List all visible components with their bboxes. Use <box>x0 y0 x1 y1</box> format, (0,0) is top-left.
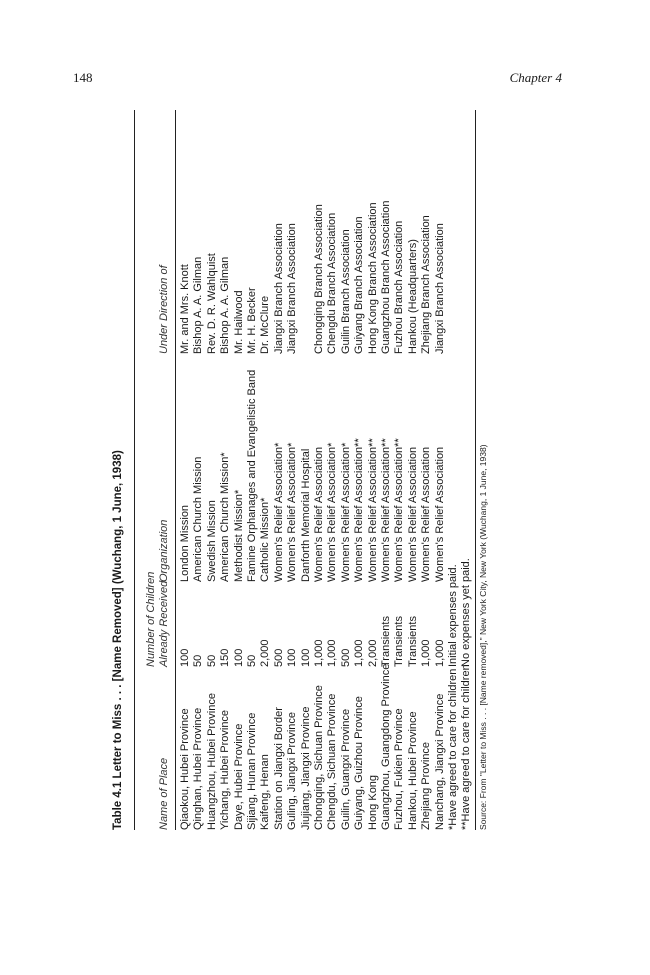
children-cell: 2,000 <box>259 639 272 667</box>
organization-cell: Women's Relief Association <box>433 446 446 582</box>
director-cell: Chongqing Branch Association <box>313 204 325 354</box>
organization-cell: Danforth Memorial Hospital <box>299 448 312 582</box>
place-cell: Station on Jiangxi Border <box>272 707 285 830</box>
table-row <box>218 110 232 830</box>
header-place: Name of Place <box>158 757 170 830</box>
children-cell: 1,000 <box>420 639 433 667</box>
organization-cell: American Church Mission <box>192 456 205 582</box>
children-cell: 500 <box>272 648 285 667</box>
header-children-line1: Number of Children <box>145 571 157 667</box>
place-cell: Hankou, Hubei Province <box>406 711 419 830</box>
note-label: *Have agreed to care for children <box>447 668 459 830</box>
place-cell: Chengdu, Sichuan Province <box>326 693 339 830</box>
director-cell: Mr. and Mrs. Knott <box>179 264 191 354</box>
director-cell: Guangzhou Branch Association <box>380 200 392 354</box>
director-cell: Bishop A. A. Gilman <box>219 256 232 354</box>
place-cell: Guling, Jiangxi Province <box>286 711 299 830</box>
organization-cell: Women's Relief Association <box>406 446 419 582</box>
director-cell: Jiangxi Branch Association <box>272 223 285 354</box>
organization-cell: Swedish Mission <box>205 500 218 582</box>
children-cell: 1,000 <box>326 639 339 667</box>
place-cell: Sijiang, Hunan Province <box>246 712 258 830</box>
top-rule <box>134 110 135 830</box>
director-cell: Jiangxi Branch Association <box>286 223 299 354</box>
place-cell: Hong Kong <box>366 774 379 830</box>
director-cell: Guiyang Branch Association <box>353 216 366 354</box>
director-cell: Mr. Hailwood <box>232 290 245 354</box>
organization-cell: Women's Relief Association** <box>380 438 392 582</box>
director-cell: Bishop A. A. Gilman <box>192 256 205 354</box>
children-cell: 100 <box>299 648 312 667</box>
table-row <box>433 110 447 830</box>
director-cell: Zhejiang Branch Association <box>420 215 433 354</box>
table-row <box>379 110 393 830</box>
note-row <box>446 110 460 830</box>
children-cell: 100 <box>286 648 299 667</box>
table-row <box>339 110 353 830</box>
organization-cell: London Mission <box>179 504 191 582</box>
table-row <box>245 110 259 830</box>
children-cell: 1,000 <box>353 639 366 667</box>
organization-cell: Women's Relief Association* <box>286 442 299 582</box>
page-number: 148 <box>73 70 93 85</box>
note-row <box>459 110 473 830</box>
table-source: Source: From "Letter to Miss . . . [Name removed]," New York City, New York (Wuchang, 1 June, 1938) <box>477 444 488 830</box>
place-cell: Kaifeng, Henan <box>259 754 272 830</box>
organization-cell: Women's Relief Association* <box>339 442 352 582</box>
place-cell: Nanchang, Jiangxi Province <box>433 693 446 830</box>
director-cell: Dr. McClure <box>259 295 272 354</box>
children-cell: Transients <box>380 616 392 667</box>
header-direction: Under Direction of <box>158 265 170 354</box>
place-cell: Guangzhou, Guangdong Province <box>380 663 392 830</box>
running-head: Chapter 4 <box>509 70 562 85</box>
table-row <box>285 110 299 830</box>
place-cell: Fuzhou, Fukien Province <box>393 708 406 830</box>
table-row <box>366 110 380 830</box>
children-cell: 50 <box>246 654 258 667</box>
children-cell: 1,000 <box>433 639 446 667</box>
organization-cell: Women's Relief Association** <box>353 438 366 582</box>
table-row <box>205 110 219 830</box>
table-row <box>352 110 366 830</box>
table-row <box>325 110 339 830</box>
place-cell: Qinghan, Hubei Province <box>192 707 205 830</box>
table-row <box>406 110 420 830</box>
director-cell: Rev. D. R. Wahlquist <box>205 253 218 354</box>
table-title: Table 4.1 Letter to Miss . . . [Name Removed] (Wuchang, 1 June, 1938) <box>112 450 124 830</box>
children-cell: 1,000 <box>313 639 325 667</box>
place-cell: Guiyang, Guizhou Province <box>353 696 366 830</box>
note-label: **Have agreed to care for children <box>460 664 473 830</box>
director-cell: Chengdu Branch Association <box>326 212 339 354</box>
place-cell: Huangzhou, Hubei Province <box>205 693 218 830</box>
children-cell: 2,000 <box>366 639 379 667</box>
place-cell: Zhejiang Province <box>420 741 433 830</box>
children-cell: 50 <box>205 654 218 667</box>
organization-cell: Methodist Mission* <box>232 489 245 582</box>
children-cell: Transients <box>406 616 419 667</box>
table-row <box>299 110 313 830</box>
director-cell: Hankou (Headquarters) <box>406 239 419 354</box>
organization-cell: Women's Relief Association <box>420 446 433 582</box>
organization-cell: Women's Relief Association* <box>272 442 285 582</box>
bottom-rule <box>475 110 476 830</box>
director-cell: Hong Kong Branch Association <box>366 202 379 354</box>
children-cell: 50 <box>192 654 205 667</box>
table-row <box>191 110 205 830</box>
table-row <box>312 110 326 830</box>
place-cell: Qiaokou, Hubei Province <box>179 708 191 830</box>
children-cell: 500 <box>339 648 352 667</box>
children-cell: 100 <box>232 648 245 667</box>
children-cell: Transients <box>393 616 406 667</box>
table-row <box>272 110 286 830</box>
note-value: No expenses yet paid. <box>460 558 473 667</box>
director-cell: Guilin Branch Association <box>339 229 352 354</box>
organization-cell: Women's Relief Association** <box>393 438 406 582</box>
place-cell: Yichang, Hubei Province <box>219 709 232 830</box>
header-organization: Organization <box>158 519 170 582</box>
organization-cell: Catholic Mission* <box>259 497 272 582</box>
director-cell: Jiangxi Branch Association <box>433 223 446 354</box>
organization-cell: Women's Relief Association <box>313 446 325 582</box>
header-rule <box>175 110 176 830</box>
place-cell: Daye, Hubei Province <box>232 723 245 830</box>
place-cell: Guilin, Guangxi Province <box>339 708 352 830</box>
organization-cell: Women's Relief Association* <box>326 442 339 582</box>
table-row <box>392 110 406 830</box>
table-row <box>419 110 433 830</box>
table-row <box>178 110 192 830</box>
director-cell: Fuzhou Branch Association <box>393 220 406 354</box>
organization-cell: Famine Orphanages and Evangelistic Band <box>246 369 258 582</box>
children-cell: 100 <box>179 648 191 667</box>
rotated-table <box>112 110 532 830</box>
note-value: Initial expenses paid. <box>447 564 459 667</box>
organization-cell: American Church Mission* <box>219 452 232 582</box>
place-cell: Chongqing, Sichuan Province <box>313 685 325 830</box>
table-row <box>232 110 246 830</box>
organization-cell: Women's Relief Association** <box>366 438 379 582</box>
director-cell: Mr. H. Becker <box>246 287 258 354</box>
children-cell: 150 <box>219 648 232 667</box>
place-cell: Jiujiang, Jiangxi Province <box>299 706 312 830</box>
header-children-line2: Already Received <box>158 580 170 667</box>
table-row <box>258 110 272 830</box>
